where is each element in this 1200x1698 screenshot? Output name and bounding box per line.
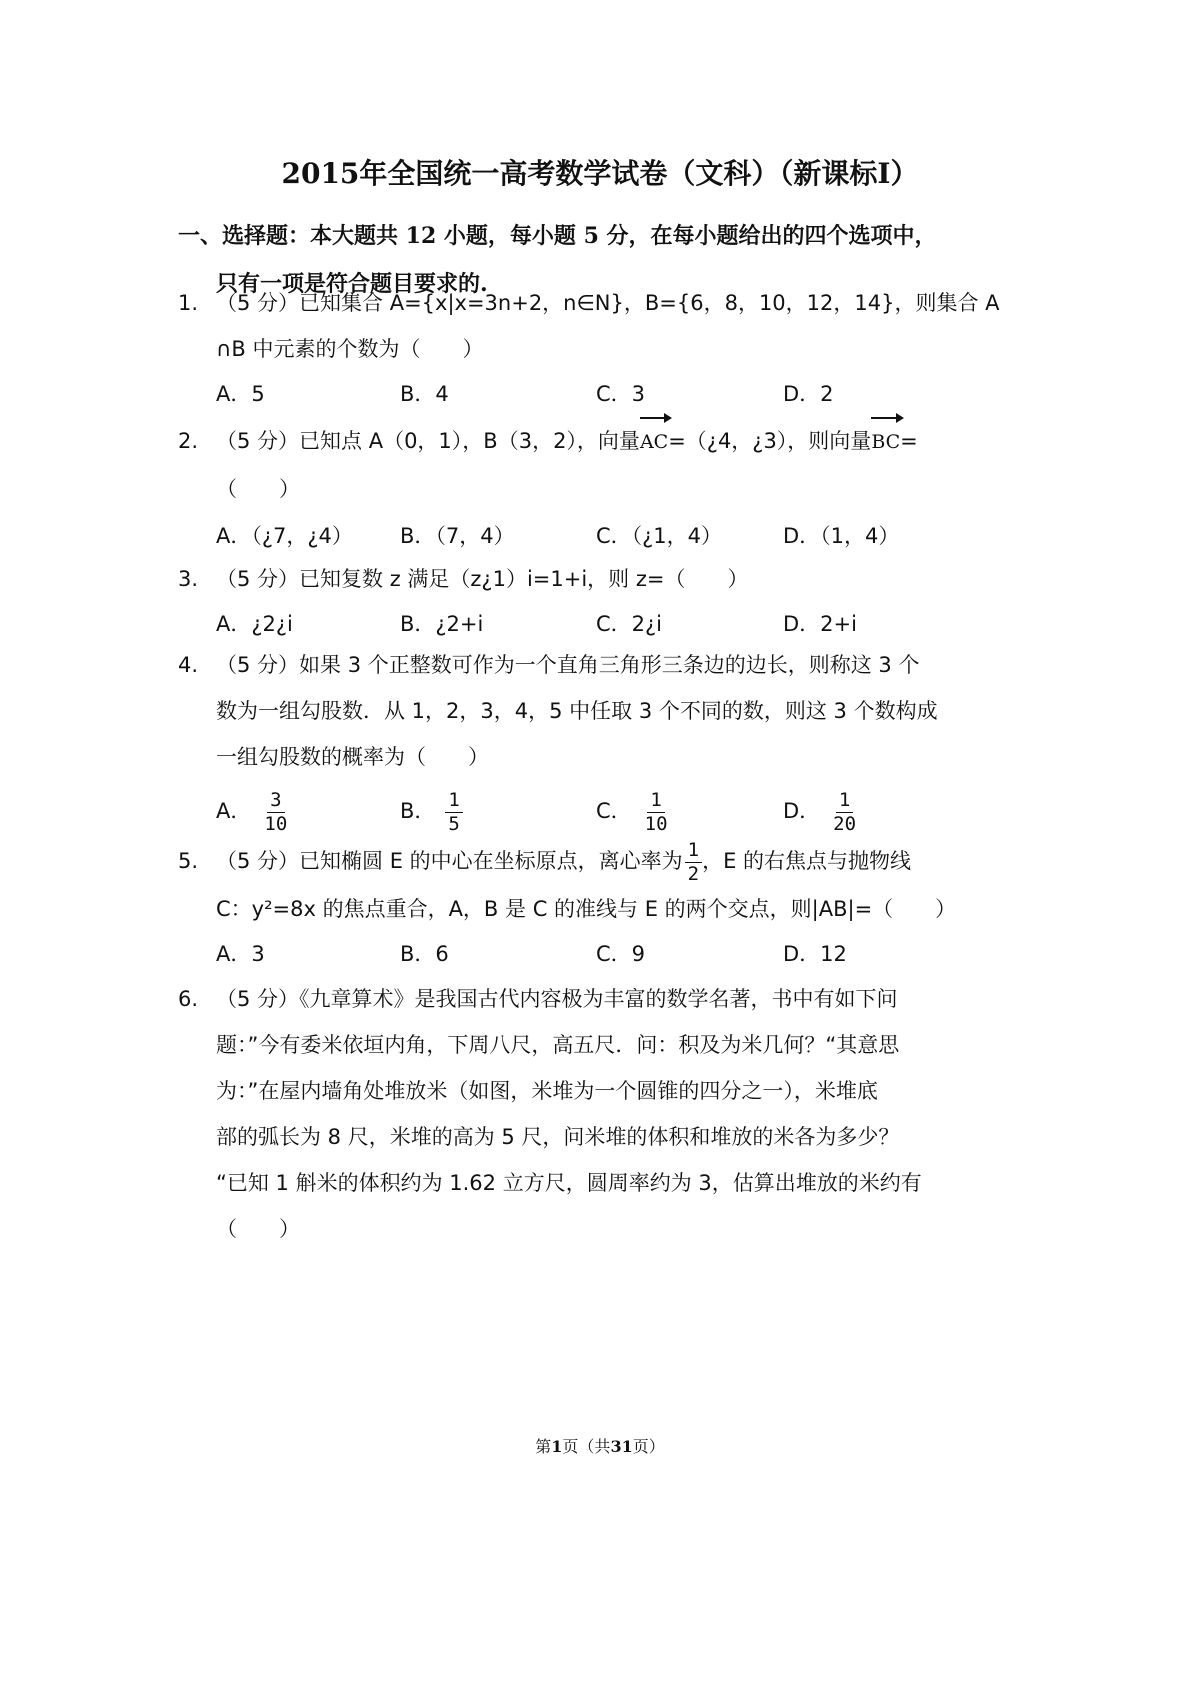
option-c — [596, 780, 671, 842]
fraction-denominator: 10 — [264, 812, 288, 835]
question-stem-line-1 — [216, 418, 918, 465]
question-stem-line-3: 为：”在屋内墙角处堆放米（如图，米堆为一个圆锥的四分之一），米堆底 — [216, 1079, 878, 1103]
footer-mid: 页（共 — [562, 1437, 611, 1456]
question-stem-line-1: （5 分）已知复数 z 满足（z¿1）i=1+i，则 z=（ ） — [216, 567, 749, 591]
vector-bc — [871, 419, 900, 465]
option-b — [400, 780, 463, 842]
question-number: 3. — [178, 567, 199, 591]
vector-arrow-icon — [640, 417, 670, 419]
options-row — [178, 932, 1048, 976]
options-row — [178, 372, 1048, 416]
vector-bc-label: BC — [871, 431, 901, 453]
question-number: 4. — [178, 653, 199, 677]
question-stem-line-2: 题：”今有委米依垣内角，下周八尺，高五尺．问：积及为米几何？“其意思 — [216, 1033, 900, 1057]
stem-part-b: ，E 的右焦点与抛物线 — [702, 849, 912, 873]
fraction — [642, 788, 671, 835]
vector-ac — [640, 419, 668, 465]
fraction-denominator: 5 — [448, 812, 460, 835]
stem-part-b: =（¿4，¿3），则向量 — [668, 429, 872, 453]
question-number: 1. — [178, 291, 199, 315]
option-c: C．2¿i — [596, 612, 663, 636]
fraction-numerator: 1 — [685, 841, 702, 863]
option-d: D．（1，4） — [783, 524, 900, 548]
option-a: A．¿2¿i — [216, 612, 293, 636]
option-d: D．2 — [783, 382, 834, 406]
fraction-denominator: 2 — [687, 862, 700, 885]
question-4 — [178, 642, 1048, 842]
option-c: C．9 — [596, 942, 646, 966]
fraction-numerator: 1 — [647, 791, 664, 813]
option-c: C．3 — [596, 382, 646, 406]
question-stem-line-5: “已知 1 斛米的体积约为 1.62 立方尺，圆周率约为 3，估算出堆放的米约有 — [216, 1171, 922, 1195]
stem-part-a: （5 分）已知点 A（0，1），B（3，2），向量 — [216, 429, 640, 453]
option-b: B．6 — [400, 942, 449, 966]
footer-suffix: 页） — [632, 1437, 665, 1456]
option-b: B．¿2+i — [400, 612, 484, 636]
option-label: C． — [596, 799, 632, 823]
option-label: A． — [216, 799, 252, 823]
option-label: D． — [783, 799, 821, 823]
option-d — [783, 780, 859, 842]
fraction-numerator: 1 — [445, 791, 462, 813]
question-stem-line-1: （5 分）《九章算术》是我国古代内容极为丰富的数学名著，书中有如下问 — [216, 987, 898, 1011]
section-heading-line-1: 一、选择题：本大题共 12 小题，每小题 5 分，在每小题给出的四个选项中， — [178, 223, 937, 249]
question-stem-line-2: ∩B 中元素的个数为（ ） — [216, 337, 484, 361]
page-footer — [0, 1434, 1200, 1457]
options-row — [178, 780, 1048, 842]
vector-ac-label: AC — [639, 431, 669, 453]
vector-arrow-icon — [871, 417, 902, 419]
fraction-denominator: 10 — [644, 812, 668, 835]
question-stem-line-4: 部的弧长为 8 尺，米堆的高为 5 尺，问米堆的体积和堆放的米各为多少？ — [216, 1125, 900, 1149]
question-1 — [178, 280, 1048, 416]
footer-prefix: 第 — [535, 1437, 552, 1456]
question-stem-line-1 — [216, 836, 911, 886]
question-stem-line-6: （ ） — [216, 1217, 300, 1241]
question-2 — [178, 418, 1048, 558]
stem-part-a: （5 分）已知椭圆 E 的中心在坐标原点，离心率为 — [216, 849, 683, 873]
option-c: C．（¿1，4） — [596, 524, 723, 548]
footer-total-pages: 31 — [610, 1437, 633, 1456]
question-stem-line-2: C：y²=8x 的焦点重合，A，B 是 C 的准线与 E 的两个交点，则|AB|=（ ） — [216, 897, 957, 921]
fraction-eccentricity — [685, 838, 702, 885]
options-row — [178, 602, 1048, 646]
footer-page-number: 1 — [551, 1437, 563, 1456]
fraction-denominator: 20 — [833, 812, 857, 835]
question-number: 6. — [178, 987, 199, 1011]
fraction — [830, 788, 859, 835]
question-stem-line-1: （5 分）如果 3 个正整数可作为一个直角三角形三条边的边长，则称这 3 个 — [216, 653, 920, 677]
option-d: D．12 — [783, 942, 847, 966]
fraction-numerator: 1 — [836, 791, 853, 813]
stem-part-c: = — [900, 429, 918, 453]
fraction — [261, 788, 290, 835]
option-b: B．（7，4） — [400, 524, 515, 548]
question-5 — [178, 836, 1048, 976]
question-stem-line-3: 一组勾股数的概率为（ ） — [216, 745, 489, 769]
question-stem-line-2: 数为一组勾股数．从 1，2，3，4，5 中任取 3 个不同的数，则这 3 个数构成 — [216, 699, 938, 723]
option-a: A．3 — [216, 942, 265, 966]
question-number: 2. — [178, 429, 199, 453]
fraction — [445, 788, 462, 835]
question-stem-line-1: （5 分）已知集合 A={x|x=3n+2，n∈N}，B={6，8，10，12，14}，则集合 A — [216, 291, 1000, 315]
option-d: D．2+i — [783, 612, 857, 636]
option-a — [216, 780, 290, 842]
options-row — [178, 514, 1048, 558]
question-3 — [178, 556, 1048, 646]
fraction-numerator: 3 — [267, 791, 284, 813]
section-heading-line-2: 只有一项是符合题目要求的. — [216, 271, 488, 297]
question-number: 5. — [178, 849, 199, 873]
option-label: B． — [400, 799, 436, 823]
option-a: A．5 — [216, 382, 265, 406]
option-a: A．（¿7，¿4） — [216, 524, 353, 548]
question-stem-line-2: （ ） — [216, 477, 300, 501]
page-title: 2015年全国统一高考数学试卷（文科）（新课标Ⅰ） — [281, 157, 919, 190]
question-6 — [178, 976, 1048, 1252]
option-b: B．4 — [400, 382, 449, 406]
